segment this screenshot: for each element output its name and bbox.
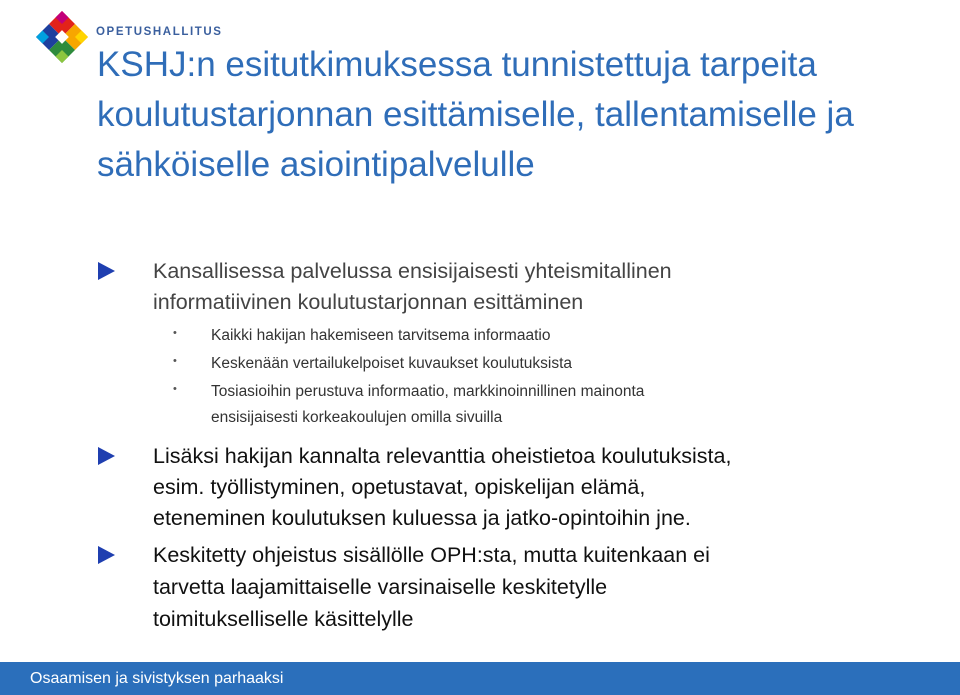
opetushallitus-logo-icon xyxy=(33,8,91,66)
logo-text: OPETUSHALLITUS xyxy=(96,26,223,38)
dot-bullet-icon: • xyxy=(173,355,177,367)
bullet-2-line-2: esim. työllistyminen, opetustavat, opiskelijan elämä, xyxy=(153,475,646,499)
arrow-bullet-icon xyxy=(98,262,115,280)
dot-bullet-icon: • xyxy=(173,383,177,395)
bullet-3-line-1: Keskitetty ohjeistus sisällölle OPH:sta, mutta kuitenkaan ei xyxy=(153,543,710,567)
sub-bullet-3-line-1: Tosiasioihin perustuva informaatio, markkinoinnillinen mainonta xyxy=(211,383,645,400)
bullet-1-line-1: Kansallisessa palvelussa ensisijaisesti yhteismitallinen xyxy=(153,259,672,283)
sub-bullet-2: Keskenään vertailukelpoiset kuvaukset koulutuksista xyxy=(211,355,573,372)
bullet-1-line-2: informatiivinen koulutustarjonnan esittäminen xyxy=(153,290,584,314)
page-title: KSHJ:n esitutkimuksessa tunnistettuja tarpeita koulutustarjonnan esittämiselle, tallentamiselle ja sähköiselle asiointipalvelulle xyxy=(97,45,854,184)
dot-bullet-icon: • xyxy=(173,327,177,339)
footer-slogan: Osaamisen ja sivistyksen parhaaksi xyxy=(30,670,284,687)
bullet-2-line-3: eteneminen koulutuksen kuluessa ja jatko-opintoihin jne. xyxy=(153,506,691,530)
sub-bullet-3-line-2: ensisijaisesti korkeakoulujen omilla sivuilla xyxy=(211,409,503,426)
bullet-2-line-1: Lisäksi hakijan kannalta relevanttia oheistietoa koulutuksista, xyxy=(153,444,732,468)
footer-bar xyxy=(0,662,960,695)
arrow-bullet-icon xyxy=(98,546,115,564)
bullet-3-line-2: tarvetta laajamittaiselle varsinaiselle keskitetylle xyxy=(153,575,608,599)
sub-bullet-1: Kaikki hakijan hakemiseen tarvitsema informaatio xyxy=(211,327,551,344)
arrow-bullet-icon xyxy=(98,447,115,465)
bullet-3-line-3: toimitukselliselle käsittelylle xyxy=(153,607,414,631)
